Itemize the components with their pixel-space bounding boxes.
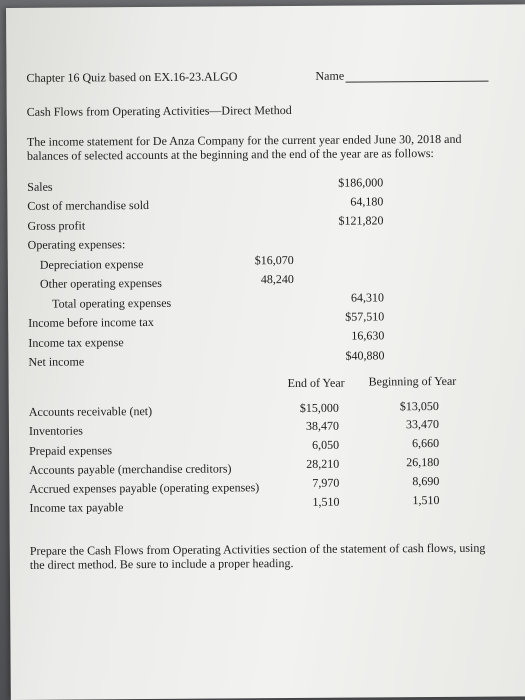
row-begin-value: 1,510 [412,492,440,508]
cogs-label: Cost of merchandise sold [27,198,150,213]
row-begin-value: $13,050 [399,398,439,414]
total-opex-value: 64,310 [350,290,385,305]
income-tax-label: Income tax expense [28,335,124,350]
sales-value: $186,000 [338,175,384,190]
row-end-value: 7,970 [312,475,340,490]
row-begin-value: 6,660 [411,435,440,451]
cogs-value: 64,180 [350,194,384,209]
row-end-value: 38,470 [305,418,339,433]
col-header-beginning-of-year: Beginning of Year [368,373,457,389]
row-label: Accrued expenses payable (operating expenses) [29,480,260,496]
net-income-label: Net income [28,354,85,369]
row-end-value: 6,050 [312,437,340,452]
row-end-value: $15,000 [299,400,339,415]
sales-label: Sales [27,179,53,194]
opex-label: Operating expenses: [27,237,126,252]
row-label: Prepaid expenses [29,443,113,458]
row-begin-value: 8,690 [412,473,440,489]
depreciation-label: Depreciation expense [39,257,144,272]
row-label: Income tax payable [29,500,124,515]
net-income-value: $40,880 [345,348,385,363]
other-opex-label: Other operating expenses [39,275,162,291]
row-label: Inventories [28,423,83,438]
other-opex-value: 48,240 [260,271,294,287]
row-begin-value: 33,470 [405,416,439,432]
subtitle: Cash Flows from Operating Activities—Direct Method [26,103,292,119]
quiz-title: Chapter 16 Quiz based on EX.16-23.ALGO [26,69,238,85]
instructions-line-2: the direct method. Be sure to include a proper heading. [29,556,294,572]
col-header-end-of-year: End of Year [287,375,345,391]
row-end-value: 1,510 [312,494,340,509]
gross-profit-value: $121,820 [338,213,384,228]
row-end-value: 28,210 [306,456,340,471]
depreciation-value: $16,070 [254,252,294,268]
quiz-sheet [6,4,525,700]
row-label: Accounts receivable (net) [28,403,153,419]
instructions-line-1: Prepare the Cash Flows from Operating Activities section of the statement of cash flows, using [29,540,486,558]
income-tax-value: 16,630 [351,328,385,343]
income-before-tax-label: Income before income tax [28,314,154,330]
row-label: Accounts payable (merchandise creditors) [29,461,232,477]
row-begin-value: 26,180 [406,454,440,470]
name-blank-line [346,81,489,83]
income-before-tax-value: $57,510 [345,309,385,324]
intro-line-2: balances of selected accounts at the beginning and the end of the year are as follows: [26,146,434,163]
intro-line-1: The income statement for De Anza Company for the current year ended June 30, 2018 and [26,131,462,149]
name-label: Name [315,68,345,83]
gross-profit-label: Gross profit [27,218,86,233]
total-opex-label: Total operating expenses [52,295,172,311]
